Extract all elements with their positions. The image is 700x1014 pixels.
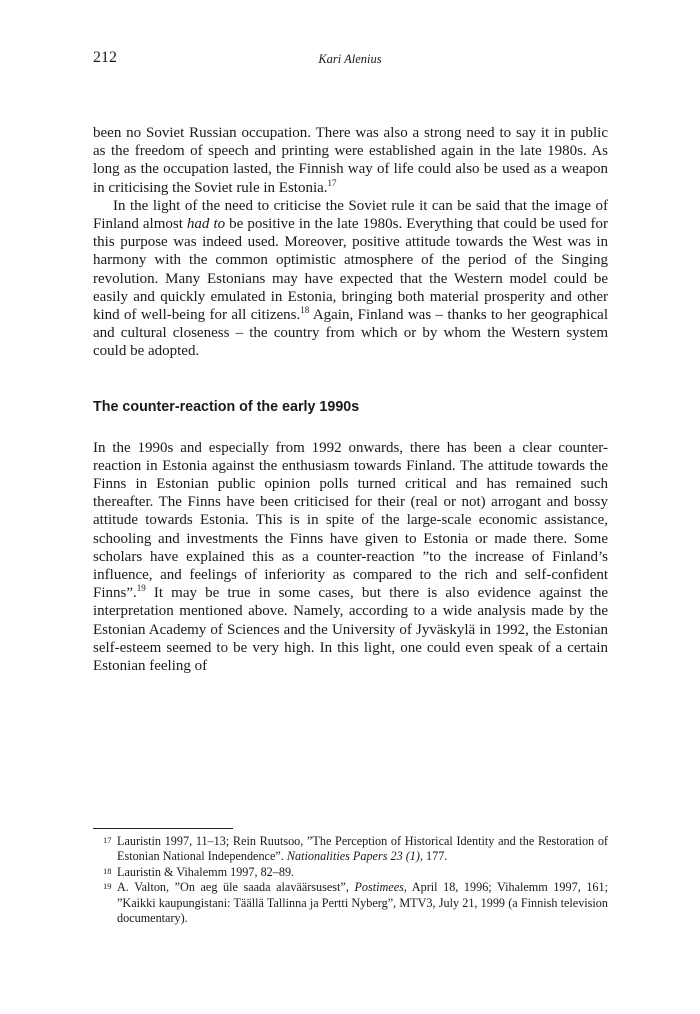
footnote-ref-17[interactable]: 17 — [327, 177, 337, 188]
footnote-18: 18 Lauristin & Vihalemm 1997, 82–89. — [103, 864, 295, 879]
footnote-19: 19 A. Valton, ”On aeg üle saada alaväärsusest”, Postimees, April 18, 1996; Vihalemm 1997, 161; ”Kaikki kaupungistani: Täällä Tallinna ja Pertti Nyberg”, MTV3, July 21, 1999 (a Finnish television documentary). — [103, 880, 608, 926]
footnotes — [93, 834, 608, 926]
footnote-rule — [93, 828, 233, 829]
paragraph-1: been no Soviet Russian occupation. There was also a strong need to say it in public as the freedom of speech and printing were established again in the late 1980s. As long as the occupation lasted, the Finnish way of life could also be used as a weapon in criticising the Soviet rule in Estonia.$^{17}$ — [93, 125, 608, 196]
paragraph-3: In the 1990s and especially from 1992 onwards, there has been a clear counter-reaction in Estonia against the enthusiasm towards Finland. The attitude towards the Finns in Estonian public opinion polls turned critical and has remained such thereafter. The Finns have been criticised for their (real or not) arrogant and bossy attitude towards Estonia. This is in spite of the large-scale economic assistance, schooling and investments the Finns have given to Estonia or made there. Some scholars have explained this as a counter-reaction ”to the increase of Finland’s influence, and feelings of inferiority as compared to the rich and self-confident Finns”.$^{19}$ It may be true in some cases, but there is also evidence against the interpretation mentioned above. Namely, according to a wide analysis made by the Estonian Academy of Sciences and the University of Jyväskylä in 1992, the Estonian self-esteem seemed to be very high. In this light, one could even speak of a certain Estonian feeling of — [93, 439, 608, 675]
footnote-ref-19[interactable]: 19 — [136, 583, 146, 594]
page-number: 212 — [93, 49, 117, 66]
running-head: Kari Alenius — [318, 52, 382, 66]
body-text — [93, 124, 608, 675]
section-heading: The counter-reaction of the early 1990s — [93, 398, 360, 415]
footnote-ref-18[interactable]: 18 — [300, 305, 310, 316]
footnote-17: 17 Lauristin 1997, 11–13; Rein Ruutsoo, ”The Perception of Historical Identity and the Restoration of Estonian National Independence”. Nationalities Papers 23 (1), 177. — [103, 834, 608, 864]
paragraph-2: In the light of the need to criticise the Soviet rule it can be said that the image of Finland almost had to be positive in the late 1980s. Everything that could be used for this purpose was indeed used. Moreover, positive attitude towards the West was in harmony with the common optimistic atmosphere of the period of the Singing revolution. Many Estonians may have expected that the Western model could be easily and quickly emulated in Estonia, bringing both material prosperity and other kind of well-being for all citizens.$^{18}$ Again, Finland was – thanks to her geographical and cultural closeness – the country from which or by whom the Western system could be adopted. — [93, 197, 609, 360]
